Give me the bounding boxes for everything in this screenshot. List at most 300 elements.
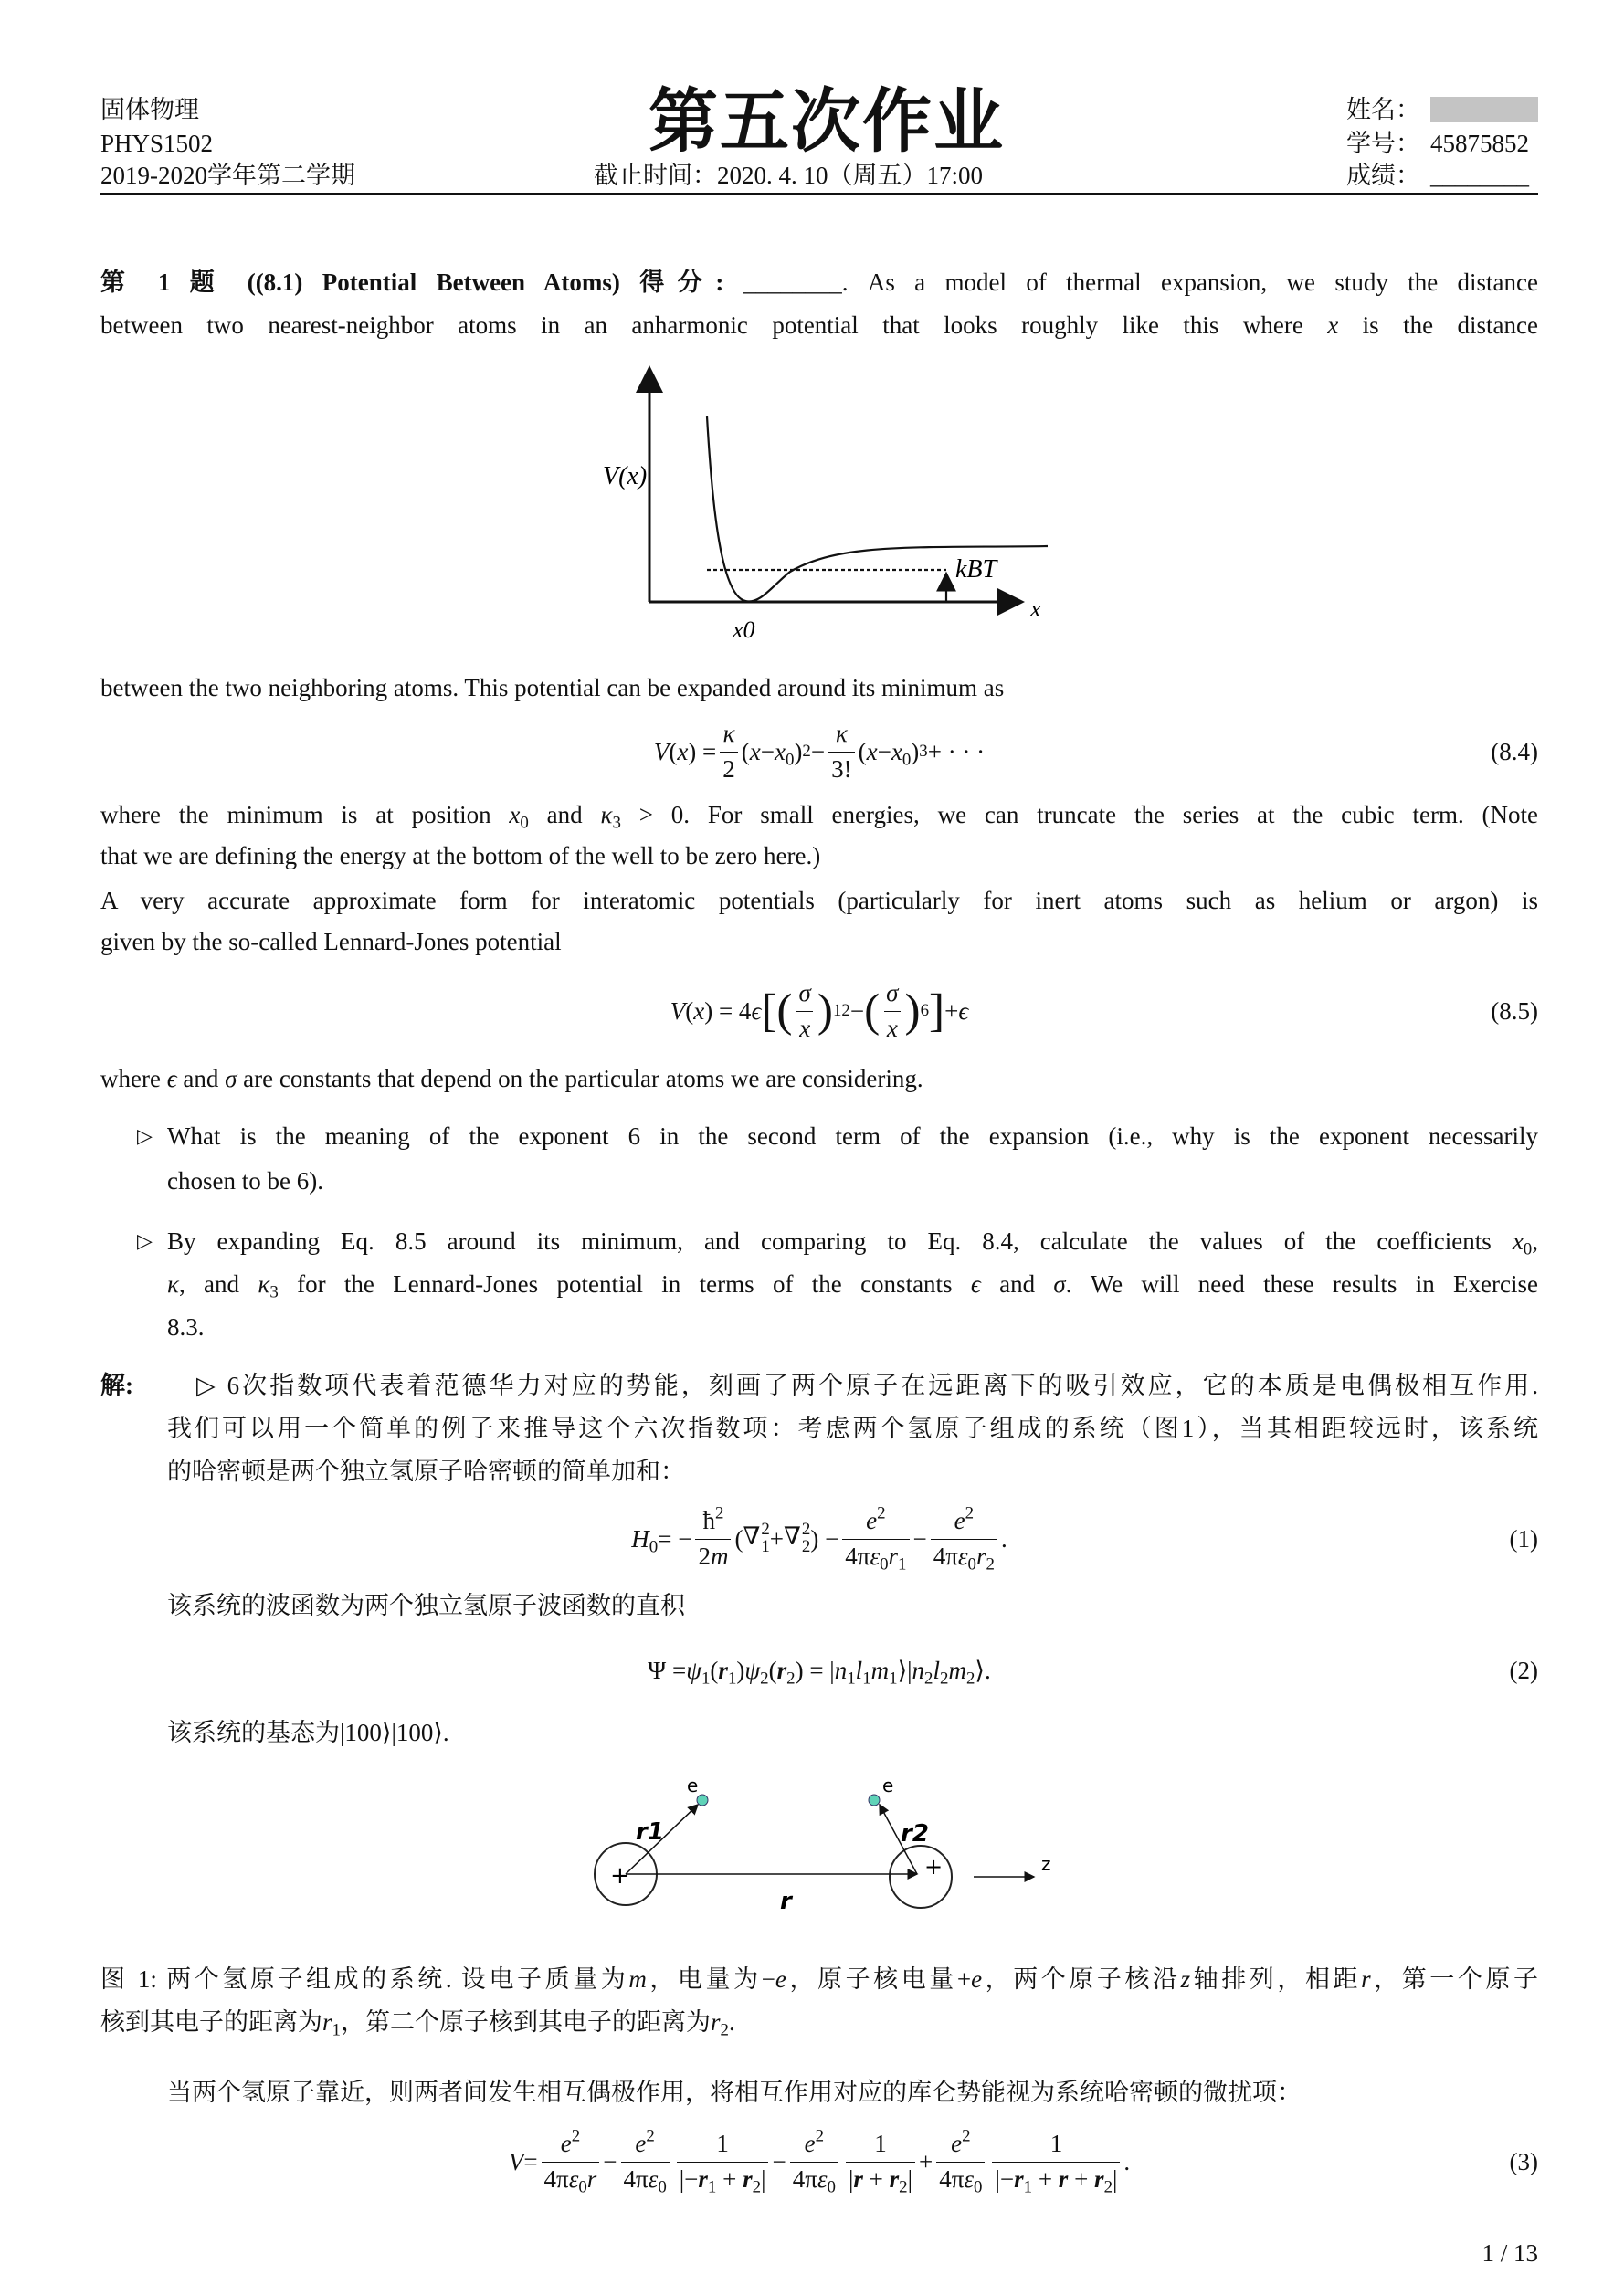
problem-line bbox=[100, 264, 1538, 300]
text-segment: 1 bbox=[716, 2129, 729, 2157]
text-segment: ) − bbox=[810, 1524, 839, 1553]
problem-line bbox=[100, 837, 1538, 874]
math-base: σ bbox=[798, 978, 811, 1006]
text-segment: ( bbox=[685, 996, 694, 1025]
question-line bbox=[167, 1163, 1538, 1199]
denominator bbox=[846, 2162, 915, 2196]
superscript: 2 bbox=[761, 1520, 770, 1540]
subscript: 3 bbox=[612, 813, 621, 833]
text-segment: and bbox=[980, 1270, 1054, 1298]
math-symbol bbox=[744, 1656, 769, 1689]
math-symbol bbox=[743, 1522, 769, 1556]
math-symbol bbox=[784, 1522, 810, 1556]
math-base: r bbox=[322, 2008, 332, 2036]
text-segment: 8.3. bbox=[167, 1313, 205, 1341]
electron-2 bbox=[869, 1795, 880, 1806]
math-base: e bbox=[954, 1506, 965, 1534]
subscript: 0 bbox=[974, 2177, 983, 2197]
math-symbol bbox=[568, 2164, 587, 2197]
math-symbol bbox=[677, 738, 688, 766]
subscript: 0 bbox=[520, 813, 529, 833]
subscript: 0 bbox=[578, 2177, 587, 2197]
bracket: ] bbox=[929, 985, 945, 1037]
text-segment: = bbox=[523, 2147, 538, 2175]
math-base: e bbox=[775, 1965, 786, 1993]
problem-line bbox=[100, 882, 1538, 919]
math-symbol bbox=[775, 1965, 786, 1993]
text-segment: 4π bbox=[845, 1542, 870, 1570]
electron-1-label: e bbox=[687, 1775, 699, 1796]
text-segment: What is the meaning of the exponent 6 in the second term of the expansion (i.e., why is the exponent necessarily bbox=[167, 1122, 1538, 1150]
numerator bbox=[883, 978, 901, 1011]
bracket: ) bbox=[904, 985, 921, 1037]
text-segment: ) = 4 bbox=[704, 996, 752, 1025]
subscript: 2 bbox=[752, 2177, 762, 2197]
text-segment: 1 bbox=[1049, 2129, 1063, 2157]
numerator bbox=[700, 1503, 726, 1539]
grade-label: 成绩： bbox=[1346, 162, 1420, 189]
fraction bbox=[790, 2126, 838, 2197]
math-base: V bbox=[508, 2147, 524, 2175]
superscript: 2 bbox=[714, 1503, 724, 1523]
numerator bbox=[632, 2126, 657, 2162]
fraction bbox=[883, 978, 901, 1045]
text-segment: 4π bbox=[543, 2164, 569, 2193]
electron-2-label: e bbox=[882, 1775, 894, 1796]
math-symbol bbox=[743, 2164, 762, 2197]
deadline: 截止时间：2020. 4. 10（周五）17:00 bbox=[594, 162, 984, 189]
solution-label: 解: bbox=[100, 1372, 133, 1399]
math-base: σ bbox=[1053, 1270, 1066, 1298]
text-segment: − bbox=[877, 737, 891, 765]
text-segment: ⟩. bbox=[975, 1656, 991, 1684]
subscript: 1 bbox=[727, 1669, 737, 1689]
subscript: 2 bbox=[786, 1669, 796, 1689]
text-segment: − bbox=[760, 737, 775, 765]
math-symbol bbox=[587, 2165, 597, 2193]
text-segment: . As a model of thermal expansion, we study the distance bbox=[841, 269, 1538, 296]
math-symbol bbox=[723, 720, 735, 747]
math-base: κ bbox=[835, 719, 848, 747]
electron-1 bbox=[697, 1795, 708, 1806]
text-segment: − bbox=[849, 996, 865, 1025]
text-segment: |− bbox=[679, 2164, 699, 2193]
math-base: m bbox=[870, 1656, 890, 1684]
question-line bbox=[167, 1223, 1538, 1259]
text-segment: 2 bbox=[698, 1542, 711, 1570]
text-segment: 4π bbox=[623, 2164, 649, 2193]
math-symbol bbox=[686, 1656, 711, 1689]
math-base: x bbox=[677, 737, 689, 765]
denominator bbox=[931, 1539, 997, 1573]
math-symbol bbox=[971, 1965, 982, 1993]
text-segment: . bbox=[1000, 1524, 1007, 1553]
math-base: κ bbox=[600, 801, 613, 828]
text-segment: . bbox=[728, 2008, 735, 2036]
fraction bbox=[842, 1503, 909, 1575]
text-segment: ，第一个原子 bbox=[1370, 1965, 1538, 1993]
text-segment: 4π bbox=[939, 2164, 965, 2193]
math-symbol bbox=[836, 720, 848, 747]
text-segment: + bbox=[1068, 2164, 1095, 2193]
equation-8-4: V ( x ) = $\frac{\kappa}{2}$ ( x − $x_0$ ) 2 − $\frac{\kappa}{3!}$ ( x − $x_0$ ) 3 + · · · bbox=[174, 711, 1465, 793]
text-segment: + bbox=[769, 1524, 785, 1553]
superscript: 2 bbox=[877, 1503, 886, 1523]
math-base: ε bbox=[648, 2164, 659, 2193]
math-symbol bbox=[654, 738, 670, 766]
text-segment: 轴排列，相距 bbox=[1190, 1965, 1362, 1993]
math-symbol bbox=[718, 1656, 737, 1689]
math-base: V bbox=[653, 737, 670, 765]
text-segment: − bbox=[912, 1524, 927, 1553]
denominator bbox=[936, 2162, 985, 2196]
z-axis-label: z bbox=[1041, 1853, 1051, 1875]
denominator bbox=[677, 2162, 769, 2196]
bracket: ( bbox=[864, 985, 881, 1037]
denominator bbox=[720, 752, 738, 785]
math-base: V bbox=[670, 996, 686, 1025]
math-base: r bbox=[1361, 1965, 1371, 1993]
superscript: 2 bbox=[801, 1520, 811, 1540]
subscript: 2 bbox=[965, 1669, 975, 1689]
subscript: 2 bbox=[760, 1669, 769, 1689]
question-line bbox=[167, 1266, 1538, 1302]
math-symbol bbox=[870, 1656, 898, 1689]
x0-label: x0 bbox=[733, 616, 755, 643]
subscript: 0 bbox=[880, 1554, 889, 1575]
text-segment: where the minimum is at position bbox=[100, 801, 510, 828]
text-segment: 该系统的波函数为两个独立氢原子波函数的直积 bbox=[167, 1592, 685, 1619]
math-base: ħ bbox=[702, 1506, 715, 1534]
fraction bbox=[720, 719, 738, 785]
header-rule bbox=[100, 193, 1538, 195]
page-title: 第五次作业 bbox=[649, 80, 1005, 162]
math-symbol bbox=[886, 979, 898, 1006]
fraction bbox=[936, 2126, 985, 2197]
numerator bbox=[833, 719, 850, 752]
sub-superscript bbox=[761, 1522, 769, 1556]
kbt-label: kBT bbox=[955, 555, 997, 584]
math-symbol bbox=[948, 1656, 975, 1689]
subscript: 2 bbox=[924, 1669, 933, 1689]
fraction bbox=[542, 2126, 600, 2197]
subscript: 0 bbox=[902, 750, 912, 770]
text-segment: chosen to be 6). bbox=[167, 1167, 323, 1195]
math-symbol bbox=[891, 737, 912, 770]
text-segment: that we are defining the energy at the bottom of the well to be zero here.) bbox=[100, 842, 821, 869]
solution-line bbox=[167, 2074, 1538, 2111]
denominator bbox=[621, 2162, 670, 2196]
math-symbol bbox=[670, 997, 686, 1026]
math-symbol bbox=[167, 1270, 179, 1298]
superscript: 2 bbox=[962, 2126, 971, 2146]
text-segment: 该系统的基态为|100⟩|100⟩. bbox=[167, 1719, 449, 1746]
text-segment: ，原子核电量+ bbox=[786, 1965, 972, 1993]
fraction bbox=[621, 2126, 670, 2197]
equation-2 bbox=[174, 1629, 1465, 1711]
text-segment: ) bbox=[736, 1656, 745, 1684]
math-symbol bbox=[751, 997, 761, 1026]
figure-caption bbox=[100, 2004, 1538, 2040]
solution-line bbox=[196, 1367, 1538, 1404]
math-symbol bbox=[631, 1524, 659, 1557]
math-base: r bbox=[776, 1656, 787, 1684]
math-base: e bbox=[560, 2129, 572, 2157]
problem-heading: 第 1 题 ((8.1) Potential Between Atoms) 得分: bbox=[100, 269, 743, 296]
math-symbol bbox=[958, 997, 968, 1026]
math-base: x bbox=[749, 737, 761, 765]
question-line bbox=[167, 1118, 1538, 1154]
text-segment: for the Lennard-Jones potential in terms of the constants bbox=[278, 1270, 971, 1298]
math-symbol bbox=[1512, 1227, 1533, 1259]
text-segment: + · · · bbox=[927, 737, 986, 765]
plus-sign: + bbox=[924, 1854, 944, 1880]
superscript: 2 bbox=[571, 2126, 581, 2146]
math-symbol bbox=[322, 2008, 341, 2040]
bracket: ( bbox=[776, 985, 793, 1037]
math-symbol bbox=[600, 801, 621, 833]
text-segment: between two nearest-neighbor atoms in an anharmonic potential that looks roughly like this where bbox=[100, 311, 1328, 339]
math-symbol bbox=[971, 1270, 981, 1298]
text-segment: 当两个氢原子靠近，则两者间发生相互偶极作用，将相互作用对应的库仑势能视为系统哈密顿的微扰项： bbox=[167, 2079, 1302, 2106]
numerator bbox=[558, 2126, 583, 2162]
math-base: n bbox=[912, 1656, 925, 1684]
text-segment: ，第二个原子核到其电子的距离为 bbox=[340, 2008, 711, 2036]
math-symbol bbox=[776, 1656, 796, 1689]
math-symbol bbox=[888, 1542, 907, 1575]
denominator bbox=[542, 2162, 600, 2196]
text-segment: 我们可以用一个简单的例子来推导这个六次指数项：考虑两个氢原子组成的系统（图1），当其相距较远时，该系统 bbox=[167, 1415, 1538, 1442]
math-symbol bbox=[509, 801, 529, 833]
numerator bbox=[796, 978, 814, 1011]
math-base: x bbox=[891, 737, 902, 765]
math-symbol bbox=[954, 1503, 975, 1534]
text-segment: ( bbox=[858, 737, 867, 765]
equation-number: (1) bbox=[1509, 1525, 1538, 1553]
math-base: m bbox=[710, 1542, 729, 1570]
math-symbol bbox=[1327, 311, 1338, 339]
course-name: 固体物理 bbox=[100, 96, 199, 123]
r2-label: r2 bbox=[901, 1820, 929, 1848]
math-symbol bbox=[867, 738, 878, 766]
text-segment: ，两个原子核沿 bbox=[982, 1965, 1181, 1993]
text-segment: where bbox=[100, 1065, 167, 1092]
math-base: x bbox=[693, 996, 705, 1025]
math-base: l bbox=[933, 1656, 941, 1684]
math-base: r bbox=[1058, 2164, 1069, 2193]
numerator bbox=[802, 2126, 827, 2162]
equation-number: (8.4) bbox=[1491, 738, 1538, 765]
math-symbol bbox=[887, 1015, 898, 1042]
math-base: σ bbox=[225, 1065, 237, 1092]
name-label: 姓名： bbox=[1346, 96, 1420, 123]
text-segment: ) = | bbox=[795, 1656, 835, 1684]
bracket: ) bbox=[817, 985, 833, 1037]
subscript: 2 bbox=[720, 2020, 729, 2040]
text-segment: | bbox=[761, 2164, 766, 2193]
math-symbol bbox=[1361, 1965, 1371, 1993]
text-segment: and bbox=[528, 801, 601, 828]
y-axis-label: V(x) bbox=[603, 462, 648, 490]
math-base: x bbox=[1512, 1227, 1524, 1255]
text-segment: + bbox=[918, 2147, 933, 2175]
text-segment: 的哈密顿是两个独立氢原子哈密顿的简单加和： bbox=[167, 1458, 685, 1485]
subscript: 1 bbox=[1023, 2177, 1033, 2197]
math-symbol bbox=[804, 2126, 825, 2157]
math-base: ε bbox=[957, 1542, 968, 1570]
denominator bbox=[884, 1011, 901, 1045]
problem-line bbox=[100, 796, 1538, 833]
math-symbol bbox=[711, 1543, 729, 1570]
text-segment: 4π bbox=[933, 1542, 958, 1570]
equation-1 bbox=[174, 1498, 1465, 1580]
math-symbol bbox=[1014, 2164, 1033, 2197]
problem-line bbox=[100, 307, 1538, 343]
page-number: 1 / 13 bbox=[1482, 2239, 1538, 2267]
math-base: r bbox=[1014, 2164, 1024, 2193]
text-segment: between the two neighboring atoms. This potential can be expanded around its minimum as bbox=[100, 674, 1005, 701]
subscript: 0 bbox=[649, 1537, 659, 1557]
fraction bbox=[677, 2129, 769, 2196]
denominator bbox=[790, 2162, 838, 2196]
math-symbol bbox=[635, 2126, 655, 2157]
text-segment: are constants that depend on the particular atoms we are considering. bbox=[237, 1065, 923, 1092]
math-base: z bbox=[1180, 1965, 1191, 1993]
numerator bbox=[863, 1503, 888, 1539]
plus-sign: + bbox=[610, 1862, 630, 1890]
fraction bbox=[992, 2129, 1120, 2196]
figure-caption bbox=[100, 1961, 1538, 1997]
math-base: σ bbox=[886, 978, 899, 1006]
text-segment: Ψ = bbox=[648, 1656, 687, 1684]
text-segment: By expanding Eq. 8.5 around its minimum, and comparing to Eq. 8.4, calculate the values of the coefficients bbox=[167, 1227, 1513, 1255]
fraction bbox=[828, 719, 855, 785]
math-symbol bbox=[870, 1542, 889, 1575]
text-segment: given by the so-called Lennard-Jones potential bbox=[100, 928, 562, 955]
math-base: e bbox=[951, 2129, 963, 2157]
math-base: κ bbox=[722, 719, 735, 747]
math-symbol bbox=[648, 2164, 667, 2197]
hydrogen-atoms-figure bbox=[548, 1763, 1096, 1936]
math-base: r bbox=[888, 1542, 899, 1570]
math-base: m bbox=[628, 1965, 647, 1993]
math-base: ε bbox=[870, 1542, 881, 1570]
math-base: ε bbox=[817, 2164, 828, 2193]
math-symbol bbox=[855, 1656, 871, 1689]
text-segment: . bbox=[1123, 2147, 1131, 2175]
problem-line bbox=[100, 1060, 1538, 1097]
numerator bbox=[713, 2129, 732, 2162]
math-symbol bbox=[750, 738, 761, 766]
subscript: 3 bbox=[269, 1282, 279, 1302]
fraction bbox=[796, 978, 814, 1045]
text-segment: ( bbox=[768, 1656, 777, 1684]
text-segment: | bbox=[907, 2164, 912, 2193]
question-line bbox=[167, 1309, 1538, 1345]
subscript: 1 bbox=[847, 1669, 856, 1689]
text-segment: |− bbox=[995, 2164, 1015, 2193]
subscript: 1 bbox=[707, 2177, 717, 2197]
text-segment: 核到其电子的距离为 bbox=[100, 2008, 322, 2036]
equation-3 bbox=[174, 2121, 1465, 2203]
denominator bbox=[796, 1011, 813, 1045]
math-symbol bbox=[964, 2164, 983, 2197]
equation-number: (3) bbox=[1509, 2148, 1538, 2175]
x-axis-label: x bbox=[1030, 595, 1041, 622]
subscript: 2 bbox=[801, 1537, 811, 1556]
math-symbol bbox=[799, 979, 811, 1006]
math-symbol bbox=[957, 1542, 976, 1575]
problem-line bbox=[100, 923, 1538, 960]
math-base: r bbox=[853, 2164, 863, 2193]
text-segment: 2 bbox=[722, 754, 735, 783]
subscript: 1 bbox=[332, 2020, 341, 2040]
math-symbol bbox=[951, 2126, 971, 2157]
math-base: x bbox=[1327, 311, 1339, 339]
text-segment: ⟩| bbox=[897, 1656, 912, 1684]
math-base: r bbox=[586, 2164, 597, 2193]
subscript: 2 bbox=[899, 2177, 908, 2197]
math-symbol bbox=[693, 997, 704, 1026]
math-symbol bbox=[560, 2126, 581, 2157]
subscript: 1 bbox=[898, 1554, 907, 1575]
subscript: 2 bbox=[986, 1554, 995, 1575]
text-segment: + bbox=[944, 996, 959, 1025]
math-base: ∇ bbox=[784, 1522, 801, 1551]
math-base: x bbox=[886, 1014, 898, 1042]
math-symbol bbox=[509, 2148, 524, 2176]
text-segment: − bbox=[603, 2147, 617, 2175]
r-label: r bbox=[780, 1888, 792, 1915]
math-symbol bbox=[889, 2164, 908, 2197]
text-segment: | bbox=[1113, 2164, 1118, 2193]
math-base: r bbox=[1094, 2164, 1104, 2193]
math-base: l bbox=[855, 1656, 863, 1684]
solution-line bbox=[167, 1453, 1538, 1490]
text-segment: + bbox=[862, 2164, 890, 2193]
name-redacted bbox=[1430, 97, 1538, 122]
math-base: ϵ bbox=[166, 1065, 177, 1092]
text-segment: ) bbox=[911, 737, 920, 765]
math-base: r bbox=[889, 2164, 900, 2193]
subscript: 1 bbox=[889, 1669, 898, 1689]
numerator bbox=[1048, 2129, 1066, 2162]
math-symbol bbox=[912, 1656, 933, 1689]
numerator bbox=[948, 2126, 973, 2162]
math-base: κ bbox=[167, 1270, 179, 1298]
text-segment: A very accurate approximate form for interatomic potentials (particularly for inert atoms such as helium or argon) is bbox=[100, 887, 1538, 914]
text-segment: 1 bbox=[874, 2129, 887, 2157]
text-segment: 4π bbox=[792, 2164, 817, 2193]
subscript: 0 bbox=[967, 1554, 976, 1575]
fraction bbox=[931, 1503, 997, 1575]
math-symbol bbox=[225, 1065, 237, 1092]
text-segment: ( bbox=[710, 1656, 719, 1684]
math-base: ϵ bbox=[751, 996, 762, 1025]
text-segment: ，电量为− bbox=[646, 1965, 775, 1993]
subscript: 2 bbox=[940, 1669, 949, 1689]
math-base: ϵ bbox=[970, 1270, 981, 1298]
math-base: r bbox=[743, 2164, 753, 2193]
math-base: ∇ bbox=[743, 1522, 761, 1551]
math-base: κ bbox=[258, 1270, 270, 1298]
math-base: ε bbox=[964, 2164, 974, 2193]
denominator bbox=[828, 752, 855, 785]
math-base: ϵ bbox=[958, 996, 969, 1025]
r1-label: r1 bbox=[636, 1818, 664, 1846]
solution-line bbox=[167, 1410, 1538, 1447]
text-segment: ( bbox=[734, 1524, 743, 1553]
